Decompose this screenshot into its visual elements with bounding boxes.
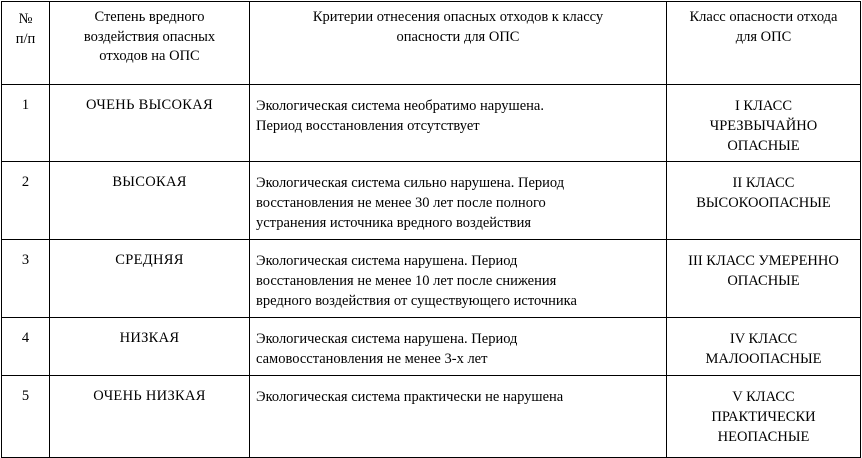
class-line: ОПАСНЫЕ	[727, 272, 800, 289]
row-impact: НИЗКАЯ	[50, 318, 250, 376]
header-class-line: Класс опасности отхода	[689, 9, 838, 25]
row-impact: ОЧЕНЬ ВЫСОКАЯ	[50, 85, 250, 162]
row-num: 1	[2, 85, 50, 162]
criteria-line: Экологическая система сильно нарушена. Период	[256, 175, 565, 191]
header-class	[667, 2, 861, 85]
header-criteria-line: Критерии отнесения опасных отходов к классу	[312, 9, 604, 25]
criteria-line: самовосстановления не менее 3-х лет	[256, 350, 488, 367]
row-criteria	[250, 376, 667, 458]
header-impact-line: отходов на ОПС	[99, 48, 200, 64]
row-class	[667, 85, 861, 162]
header-num	[2, 2, 50, 85]
row-criteria	[250, 240, 667, 318]
header-num-line: п/п	[15, 30, 36, 47]
row-num: 5	[2, 376, 50, 458]
class-line: ПРАКТИЧЕСКИ	[711, 408, 816, 425]
class-line: НЕОПАСНЫЕ	[717, 428, 810, 445]
table-row	[2, 162, 861, 240]
row-impact: ВЫСОКАЯ	[50, 162, 250, 240]
criteria-line: устранения источника вредного воздействия	[256, 214, 532, 231]
header-impact	[50, 2, 250, 85]
table-header-row	[2, 2, 861, 85]
row-num: 4	[2, 318, 50, 376]
criteria-line: Экологическая система нарушена. Период	[256, 253, 518, 269]
row-class	[667, 240, 861, 318]
class-line: II КЛАСС	[732, 175, 795, 191]
table-row	[2, 85, 861, 162]
class-line: I КЛАСС	[734, 98, 793, 114]
header-criteria-line: опасности для ОПС	[396, 28, 520, 45]
class-line: V КЛАСС	[732, 389, 795, 405]
header-impact-line: Степень вредного	[94, 9, 205, 25]
class-line: III КЛАСС УМЕРЕННО	[688, 253, 839, 269]
row-criteria	[250, 85, 667, 162]
hazard-class-table	[1, 1, 861, 458]
criteria-line: восстановления не менее 30 лет после полного	[256, 194, 546, 211]
criteria-line: Экологическая система необратимо нарушена.	[256, 98, 544, 114]
criteria-line: восстановления не менее 10 лет после снижения	[256, 272, 557, 289]
class-line: ОПАСНЫЕ	[727, 137, 800, 154]
table-row	[2, 240, 861, 318]
criteria-line: вредного воздействия от существующего источника	[256, 292, 577, 309]
row-num: 2	[2, 162, 50, 240]
class-line: МАЛООПАСНЫЕ	[705, 350, 822, 367]
criteria-line: Период восстановления отсутствует	[256, 117, 480, 134]
class-line: ВЫСОКООПАСНЫЕ	[696, 194, 831, 211]
header-criteria	[250, 2, 667, 85]
row-criteria	[250, 162, 667, 240]
row-num: 3	[2, 240, 50, 318]
criteria-line: Экологическая система нарушена. Период	[256, 331, 518, 347]
class-line: IV КЛАСС	[729, 331, 798, 347]
row-impact: ОЧЕНЬ НИЗКАЯ	[50, 376, 250, 458]
table-row	[2, 376, 861, 458]
row-impact: СРЕДНЯЯ	[50, 240, 250, 318]
header-num-line: №	[18, 11, 33, 27]
criteria-line: Экологическая система практически не нарушена	[256, 389, 564, 405]
table-row	[2, 318, 861, 376]
row-class	[667, 318, 861, 376]
row-class	[667, 162, 861, 240]
row-class	[667, 376, 861, 458]
class-line: ЧРЕЗВЫЧАЙНО	[709, 117, 818, 134]
header-class-line: для ОПС	[735, 28, 792, 45]
header-impact-line: воздействия опасных	[83, 28, 216, 45]
row-criteria	[250, 318, 667, 376]
